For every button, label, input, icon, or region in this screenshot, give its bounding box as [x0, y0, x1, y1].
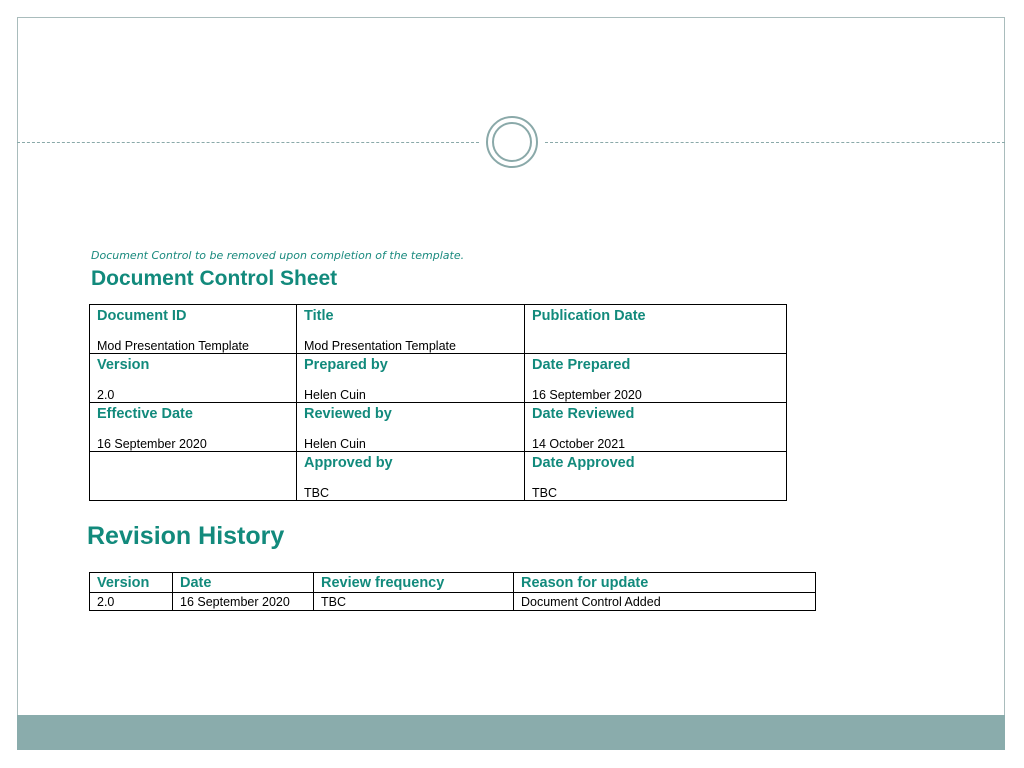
control-cell [90, 305, 297, 354]
revision-history-title: Revision History [87, 522, 285, 550]
revision-history-table [89, 572, 816, 611]
header-divider-right [545, 142, 1005, 143]
field-value: Helen Cuin [304, 388, 366, 402]
table-cell: 2.0 [90, 593, 173, 611]
field-label: Prepared by [304, 357, 388, 373]
control-cell [297, 403, 525, 452]
field-label: Version [97, 357, 150, 373]
table-cell: Document Control Added [514, 593, 816, 611]
column-header: Date [173, 573, 314, 593]
field-value: Mod Presentation Template [304, 339, 456, 353]
field-label: Approved by [304, 455, 393, 471]
control-row [90, 354, 787, 403]
field-label: Effective Date [97, 406, 193, 422]
template-note: Document Control to be removed upon completion of the template. [91, 249, 465, 262]
control-cell [525, 305, 787, 354]
column-header: Review frequency [314, 573, 514, 593]
field-value: TBC [304, 486, 329, 500]
control-cell [525, 354, 787, 403]
control-cell [297, 305, 525, 354]
field-label: Date Prepared [532, 357, 631, 373]
field-value: TBC [532, 486, 557, 500]
circle-ornament-inner [492, 122, 532, 162]
control-cell [90, 403, 297, 452]
control-cell [525, 452, 787, 501]
control-cell [297, 354, 525, 403]
field-label: Document ID [97, 308, 187, 324]
control-cell [525, 403, 787, 452]
document-control-table [89, 304, 787, 501]
control-cell [90, 452, 297, 501]
field-value: 16 September 2020 [97, 437, 207, 451]
control-row [90, 452, 787, 501]
footer-bar [17, 715, 1005, 750]
field-value: 2.0 [97, 388, 115, 402]
header-divider-left [17, 142, 479, 143]
table-row [90, 593, 816, 611]
field-label: Reviewed by [304, 406, 392, 422]
field-value: Mod Presentation Template [97, 339, 249, 353]
control-row [90, 403, 787, 452]
field-label: Publication Date [532, 308, 646, 324]
column-header: Reason for update [514, 573, 816, 593]
field-value: 16 September 2020 [532, 388, 642, 402]
table-cell: 16 September 2020 [173, 593, 314, 611]
control-cell [90, 354, 297, 403]
control-row [90, 305, 787, 354]
field-label: Date Reviewed [532, 406, 635, 422]
table-cell: TBC [314, 593, 514, 611]
field-label: Title [304, 308, 334, 324]
field-label: Date Approved [532, 455, 635, 471]
circle-ornament-icon [486, 116, 538, 168]
column-header: Version [90, 573, 173, 593]
control-cell [297, 452, 525, 501]
document-control-title: Document Control Sheet [91, 267, 338, 290]
revision-header-row [90, 573, 816, 593]
field-value: Helen Cuin [304, 437, 366, 451]
field-value: 14 October 2021 [532, 437, 626, 451]
